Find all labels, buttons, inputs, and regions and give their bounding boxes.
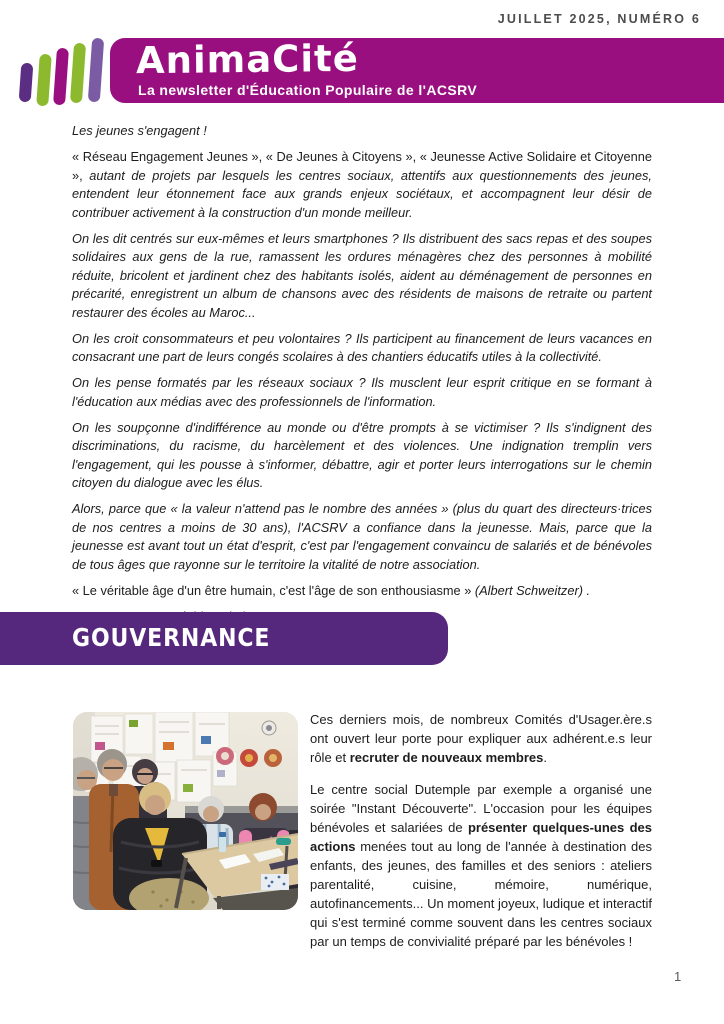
text-segment: On les croit consommateurs et peu volontaires ? Ils participent au financement de leurs vacances en consacrant une part de leurs congés scolaires à des chantiers éducatifs utiles à la collectivité. [72, 330, 652, 364]
paragraph [310, 780, 652, 951]
gouvernance-body [310, 710, 652, 964]
logo-bar [88, 38, 104, 103]
paragraph [72, 330, 652, 367]
paragraph [72, 582, 652, 601]
text-segment: On les dit centrés sur eux-mêmes et leurs smartphones ? Ils distribuent des sacs repas et des soupes solidaires aux gens de la rue, ramassent les ordures ménagères chez des personnes à mobilité réduite, bricolent et jardinent chez des habitants isolés, aident au déménagement de personnes en précarité, enregistrent un album de chansons avec des résidents de maisons de retraite ou partent restaurer des écoles au Maroc... [72, 230, 652, 320]
newsletter-subtitle: La newsletter d'Éducation Populaire de l'ACSRV [138, 82, 478, 98]
text-segment: On les pense formatés par les réseaux sociaux ? Ils musclent leur esprit critique en se formant à l'éducation aux médias avec des professionnels de l'information. [72, 375, 652, 409]
newsletter-title: AnimaCité [135, 36, 360, 83]
editorial-paragraphs [72, 122, 652, 600]
paragraph [72, 122, 652, 141]
paragraph [72, 419, 652, 493]
logo-bar [53, 48, 69, 106]
gouvernance-photo [73, 712, 298, 910]
text-segment: Alors, parce que « la valeur n'attend pas le nombre des années » (plus du quart des directeurs·trices de nos centres a moins de 30 ans), l'ACSRV a confiance dans la jeunesse. Mais, parce que la jeunesse est avant tout un état d'esprit, c'est par l'engagement convaincu de salariés et de bénévoles de tous âges que rayonne sur le territoire la vitalité de notre association. [72, 501, 652, 572]
text-segment: . [543, 750, 548, 765]
paragraph [72, 148, 652, 222]
section-title: GOUVERNANCE [72, 623, 271, 652]
paragraph [72, 230, 652, 323]
text-segment: Les jeunes s'engagent ! [72, 123, 207, 138]
text-segment: présenter quelques-unes des actions [310, 820, 652, 854]
masthead-band [110, 38, 724, 103]
text-segment: Ces derniers mois, de nombreux Comités d'Usager.ère.s ont ouvert leur porte pour expliquer aux adhérent.e.s leur rôle et [310, 712, 652, 765]
text-segment: On les soupçonne d'indifférence au monde ou d'être prompts à se victimiser ? Ils s'indignent des discriminations, du racisme, du harcèlement et des violences. Une indignation tremplin vers l'engagement, qui les pousse à s'informer, débattre, agir et porter leurs interrogations sur le chemin citoyen du dialogue avec les élus. [72, 419, 652, 490]
text-segment: recruter de nouveaux membres [349, 750, 544, 765]
logo-bar [70, 43, 86, 104]
text-segment: (Albert Schweitzer) . [474, 582, 591, 598]
text-segment: « Le véritable âge d'un être humain, c'est l'âge de son enthousiasme » [72, 582, 475, 598]
text-segment: « Réseau Engagement Jeunes », « De Jeunes à Citoyens », « Jeunesse Active Solidaire et Citoyenne », [72, 149, 652, 183]
logo-bar [19, 63, 34, 103]
page-number: 1 [674, 969, 682, 984]
gouvernance-paragraphs [310, 710, 652, 951]
logo-bar [36, 54, 52, 107]
paragraph [72, 500, 652, 574]
section-band-gouvernance [0, 612, 448, 665]
paragraph [310, 710, 652, 767]
acsrv-bars-logo-icon [20, 36, 106, 106]
editorial-body [72, 122, 652, 634]
paragraph [72, 374, 652, 411]
issue-date-line: JUILLET 2025, NUMÉRO 6 [497, 12, 701, 26]
text-segment: Le centre social Dutemple par exemple a organisé une soirée "Instant Découverte". L'occasion pour les équipes bénévoles et salariées de [310, 782, 652, 835]
text-segment: menées tout au long de l'année à destination des enfants, des jeunes, des familles et des seniors : ateliers parentalité, cuisine, mémoire, numérique, autofinancements... Un moment joyeux, ludique et interactif qui s'est terminé comme souvent dans les centres sociaux par un temps de convivialité préparé par les bénévoles ! [310, 839, 652, 949]
text-segment: autant de projets par lesquels les centres sociaux, attentifs aux questionnements des jeunes, entendent leur étonnement face aux grands enjeux sociétaux, et accompagnent leur désir de contribuer activement à la construction d'un monde meilleur. [72, 167, 652, 220]
